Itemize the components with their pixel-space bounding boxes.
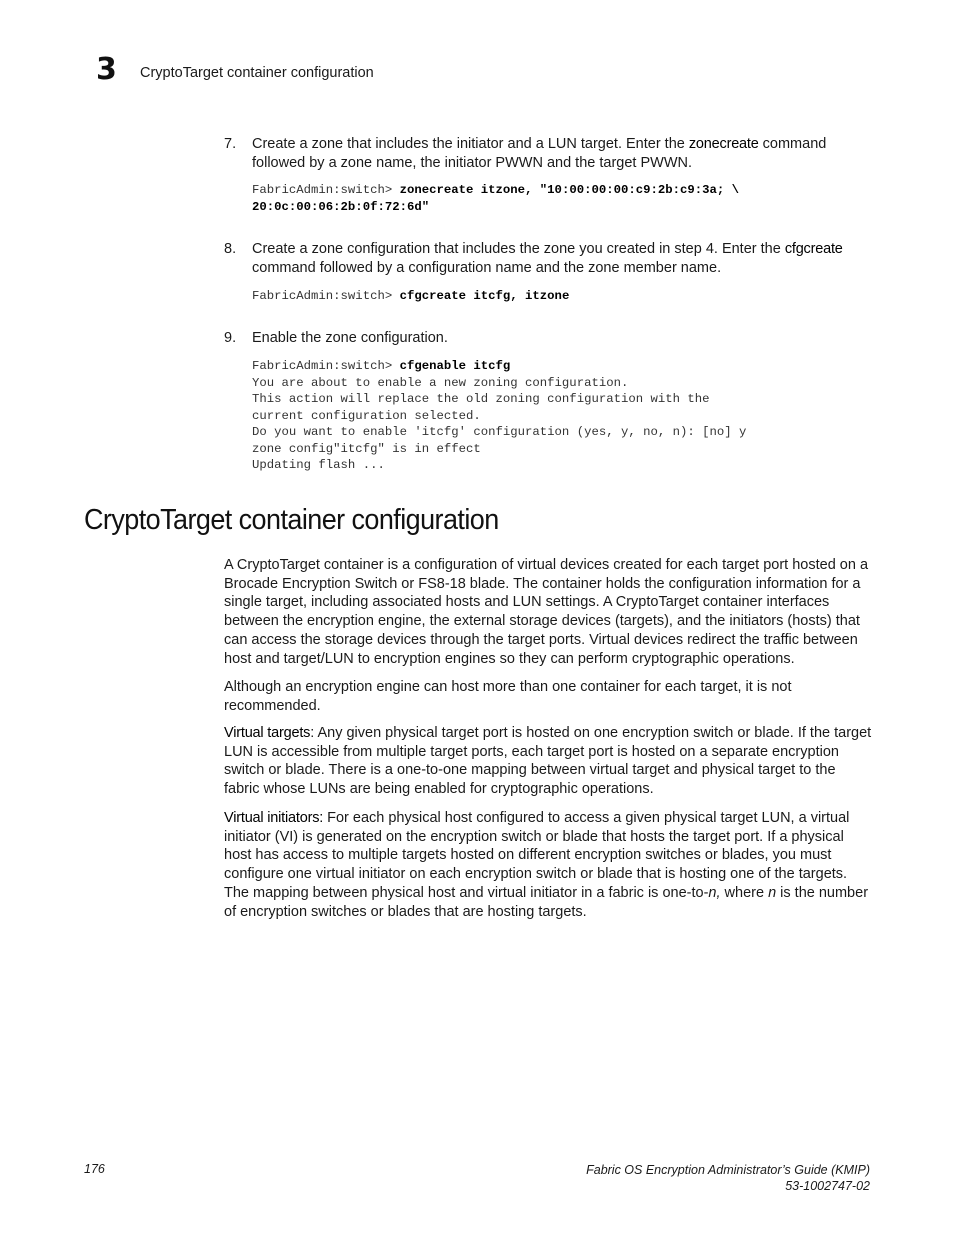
code-output-line: Do you want to enable 'itcfg' configuration (yes, y, no, n): [no] y <box>252 425 747 439</box>
running-header-title: CryptoTarget container configuration <box>140 65 374 81</box>
code-output-line: You are about to enable a new zoning configuration. <box>252 375 629 390</box>
term-label: Virtual initiators: <box>224 810 324 826</box>
paragraph-recommendation: Although an encryption engine can host more than one container for each target, it is not recommended. <box>224 679 792 714</box>
code-block-cfgcreate: FabricAdmin:switch> cfgcreate itcfg, itzone <box>252 289 570 303</box>
step-number: 8. <box>224 241 237 257</box>
chapter-number: 3 <box>96 52 117 87</box>
step-7 <box>224 135 874 173</box>
code-output-line: current configuration selected. <box>252 408 481 423</box>
paragraph-virtual-targets: Virtual targets: Any given physical target port is hosted on one encryption switch or blade. If the target LUN is accessible from multiple target ports, each target port is hosted on a separate encryption switch or blade. There is a one-to-one mapping between virtual target and physical target to the fabric whose LUNs are being enabled for cryptographic operations. <box>224 725 872 798</box>
code-output-line: zone config"itcfg" is in effect <box>252 441 481 456</box>
step-text: Create a zone configuration that includes the zone you created in step 4. Enter the cfgcreate command followed by a configuration name and the zone member name. <box>252 241 843 276</box>
command-name: zonecreate <box>688 136 759 152</box>
code-block-zonecreate: FabricAdmin:switch> zonecreate itzone, "10:00:00:00:c9:2b:c9:3a; \ 20:0c:00:06:2b:0f:72:6d" <box>252 183 740 214</box>
step-number: 9. <box>224 330 237 346</box>
paragraph-virtual-initiators: Virtual initiators: For each physical host configured to access a given physical target LUN, a virtual initiator (VI) is generated on the encryption switch or blade that hosts the target port. If a physical host has access to multiple targets hosted on different encryption switches or blades, you must configure one virtual initiator on each encryption switch or blade that is hosting one of the targets. The mapping between physical host and virtual initiator in a fabric is one-to-n, where n is the number of encryption switches or blades that are hosting targets. <box>224 810 869 920</box>
doc-title: Fabric OS Encryption Administrator’s Guide (KMIP) <box>586 1163 870 1177</box>
code-output-line: Updating flash ... <box>252 458 385 472</box>
code-output-line: This action will replace the old zoning configuration with the <box>252 392 710 406</box>
step-8 <box>224 240 874 278</box>
command-name: cfgcreate <box>784 241 843 257</box>
page-number: 176 <box>84 1162 105 1176</box>
paragraph-intro: A CryptoTarget container is a configuration of virtual devices created for each target port hosted on a Brocade Encryption Switch or FS8-18 blade. The container holds the configuration information for a single target, including associated hosts and LUN settings. A CryptoTarget container interfaces between the encryption engine, the external storage devices (targets), and the initiators (hosts) that can access the storage devices through the target ports. Virtual devices redirect the traffic between host and target/LUN to encryption engines so they can perform cryptographic operations. <box>224 557 869 667</box>
code-block-cfgenable: FabricAdmin:switch> cfgenable itcfg You are about to enable a new zoning configuration. This action will replace the old zoning configuration with the current configuration selected. Do you want to enable 'itcfg' configuration (yes, y, no, n): [no] y zone config"itcfg" is in effect Updating flash ... <box>252 359 747 472</box>
section-heading: CryptoTarget container configuration <box>84 504 499 536</box>
doc-number: 53-1002747-02 <box>785 1179 870 1193</box>
term-label: Virtual targets <box>224 725 311 741</box>
footer-doc-info <box>586 1162 870 1194</box>
step-text: Create a zone that includes the initiator and a LUN target. Enter the zonecreate command followed by a zone name, the initiator PWWN and the target PWWN. <box>252 136 827 171</box>
step-9 <box>224 329 874 348</box>
step-text: Enable the zone configuration. <box>252 330 448 346</box>
step-number: 7. <box>224 136 237 152</box>
